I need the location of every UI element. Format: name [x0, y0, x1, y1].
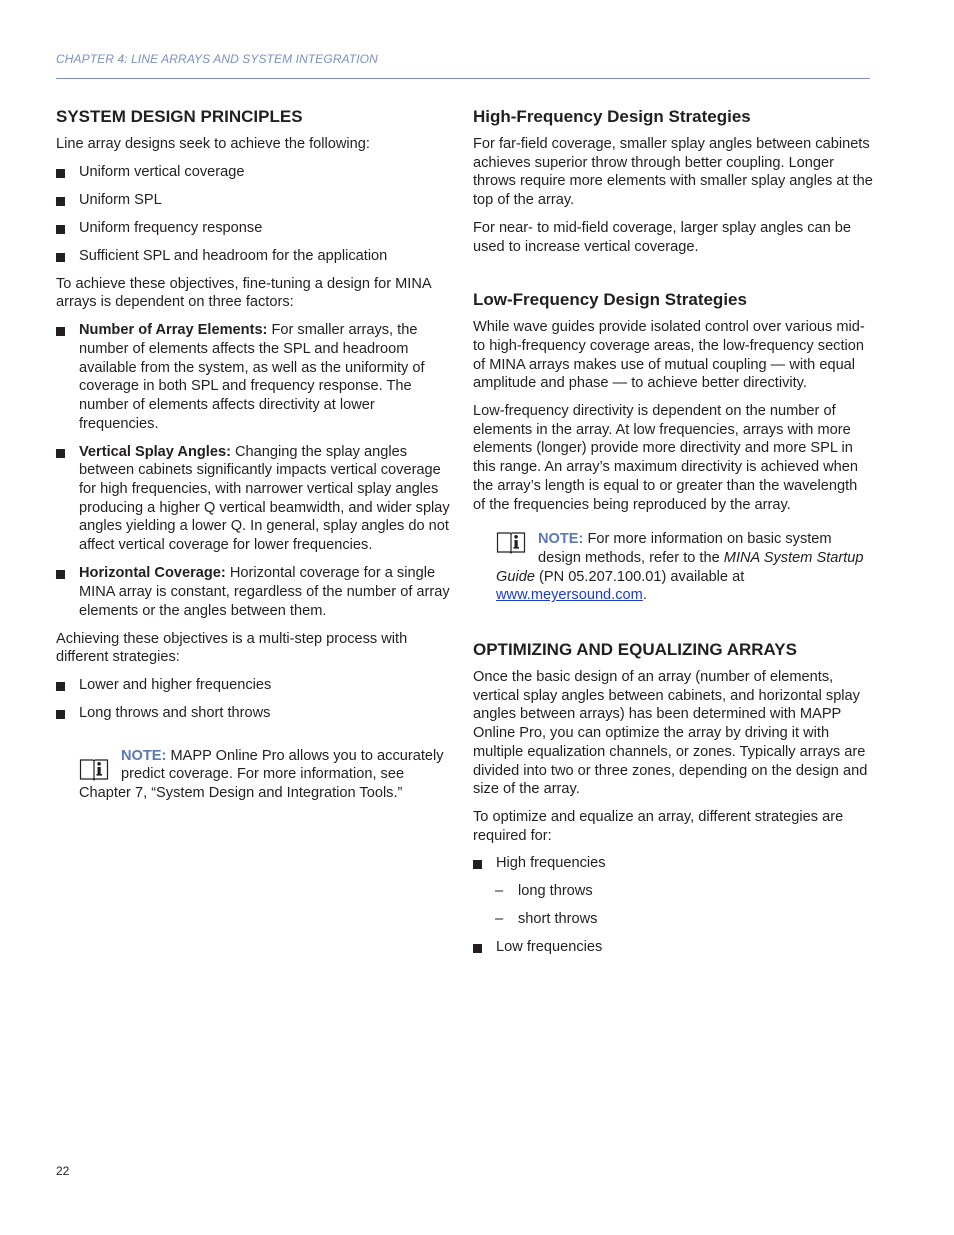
list-item: – long throws [495, 883, 593, 900]
header-rule [56, 78, 870, 79]
dash-glyph: – [495, 911, 504, 928]
note-text: MAPP Online Pro allows you to accurately predict coverage. For more information, see Chapter 7, “System Design and Integration Tools.” [79, 747, 444, 802]
note-label: NOTE: [538, 531, 584, 548]
bullet-icon [56, 449, 65, 458]
factors-intro: To achieve these objectives, fine-tuning a design for MINA arrays is dependent on three factors: [56, 275, 431, 311]
lf-paragraph-2: Low-frequency directivity is dependent on the number of elements in the array. At low frequencies, arrays with more elements (longer) provide more directivity and more SPL in this range. An array’s maximum directivity is achieved when the array’s length is equal to or greater than the wavelength of the frequencies being reproduced by the array. [473, 403, 859, 513]
list-item: Long throws and short throws [56, 704, 456, 723]
intro-paragraph: Line array designs seek to achieve the following: [56, 136, 370, 152]
hf-paragraph-1: For far-field coverage, smaller splay angles between cabinets achieves superior throw through better coupling. Longer throws require more elements with smaller splay angles at the top of the array. [473, 136, 873, 209]
section-heading-high-frequency: High-Frequency Design Strategies [473, 107, 751, 126]
lf-paragraph-1: While wave guides provide isolated control over various mid- to high-frequency coverage areas, the low-frequency section of MINA arrays makes use of mutual coupling — with equal amplitude and phase — to achieve better directivity. [473, 319, 865, 392]
bullet-icon [56, 570, 65, 579]
section-heading-low-frequency: Low-Frequency Design Strategies [473, 290, 747, 310]
list-item: Number of Array Elements: For smaller arrays, the number of elements affects the SPL and headroom available from the system, as well as the uniformity of coverage in both SPL and frequency response. The number of elements affects directivity at lower frequencies. [56, 321, 456, 433]
section-heading-optimizing: OPTIMIZING AND EQUALIZING ARRAYS [473, 640, 797, 660]
factors-list [56, 321, 456, 620]
meyersound-link[interactable]: www.meyersound.com [496, 587, 643, 604]
bullet-icon [56, 710, 65, 719]
list-item: Low frequencies [473, 938, 873, 957]
bullet-icon [56, 197, 65, 206]
list-item: Uniform frequency response [56, 219, 456, 238]
section-heading-system-design: SYSTEM DESIGN PRINCIPLES [56, 107, 303, 126]
list-item: Lower and higher frequencies [56, 676, 456, 695]
list-item: Uniform SPL [56, 191, 456, 210]
list-item: Horizontal Coverage: Horizontal coverage for a single MINA array is constant, regardless of the number of array elements or the angles between them. [56, 564, 456, 620]
opt-paragraph-2: To optimize and equalize an array, different strategies are required for: [473, 808, 844, 844]
page-number: 22 [56, 1164, 70, 1178]
bullet-icon [56, 169, 65, 178]
info-book-icon [79, 757, 109, 781]
bullet-icon [473, 860, 482, 869]
list-item: High frequencies [473, 854, 873, 873]
list-item: Sufficient SPL and headroom for the application [56, 247, 456, 266]
goals-list [56, 163, 456, 266]
opt-paragraph-1: Once the basic design of an array (number of elements, vertical splay angles between cabinets, and horizontal splay angles between arrays) has been determined with MAPP Online Pro, you can optimize the array by driving it with multiple equalization channels, or zones. Typically arrays are divided into two or three zones, depending on the design and size of the array. [473, 669, 868, 798]
note-mapp [79, 747, 456, 803]
list-item: Uniform vertical coverage [56, 163, 456, 182]
bullet-icon [56, 327, 65, 336]
bullet-icon [56, 253, 65, 262]
guide-title: MINA System Startup Guide [496, 549, 864, 585]
bullet-icon [473, 944, 482, 953]
opt-list [473, 854, 873, 957]
strategies-list [56, 676, 456, 723]
hf-paragraph-2: For near- to mid-field coverage, larger splay angles can be used to increase vertical coverage. [473, 219, 852, 255]
list-item: Vertical Splay Angles: Changing the splay angles between cabinets significantly impacts vertical coverage for high frequencies, with narrower vertical splay angles producing a higher Q vertical beamwidth, and wider splay angles yielding a lower Q. In general, splay angles do not affect vertical coverage for lower frequencies. [56, 443, 456, 555]
right-column [473, 107, 873, 966]
process-intro: Achieving these objectives is a multi-step process with different strategies: [56, 630, 408, 666]
left-column [56, 107, 456, 803]
info-book-icon [496, 530, 526, 554]
list-item: – short throws [495, 911, 598, 928]
note-label: NOTE: [121, 747, 167, 764]
note-startup-guide: NOTE: For more information on basic system design methods, refer to the MINA System Startup Guide (PN 05.207.100.01) available at www.meyersound.com. [496, 531, 864, 604]
dash-glyph: – [495, 883, 504, 900]
bullet-icon [56, 682, 65, 691]
running-header: CHAPTER 4: LINE ARRAYS AND SYSTEM INTEGRATION [56, 52, 378, 66]
bullet-icon [56, 225, 65, 234]
